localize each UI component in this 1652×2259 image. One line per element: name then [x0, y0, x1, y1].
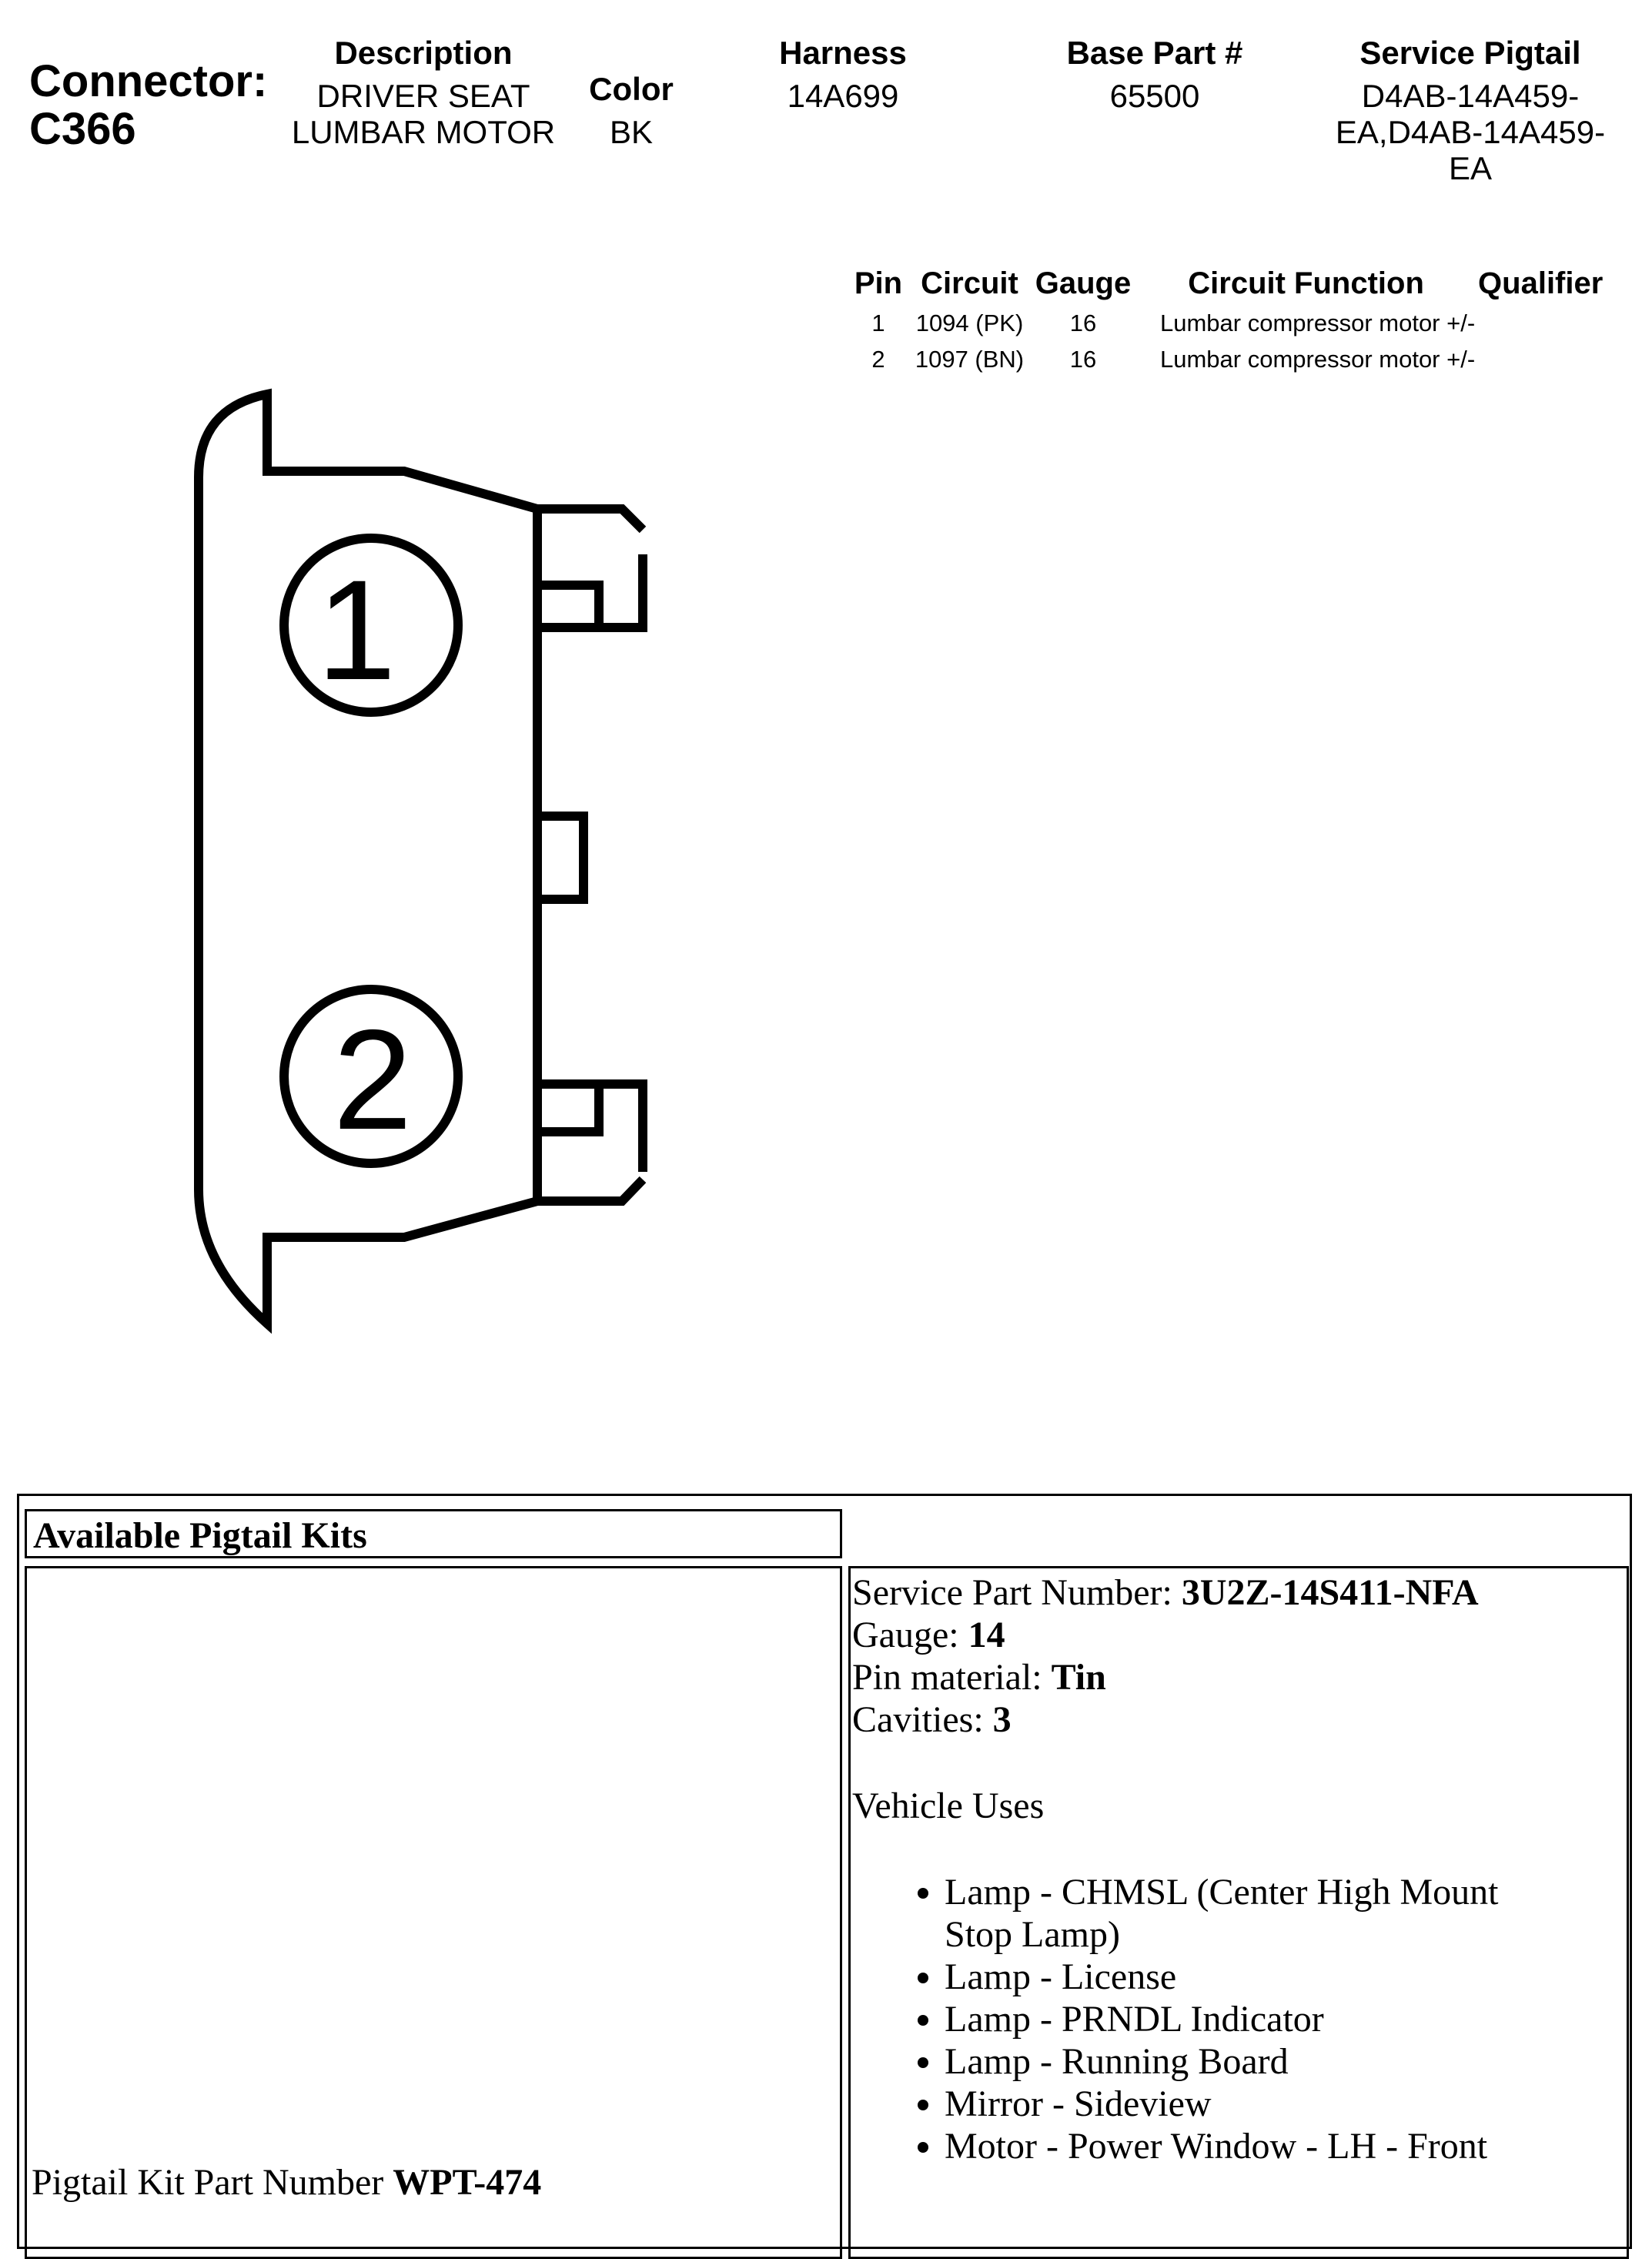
service-pigtail-line: EA,D4AB-14A459- — [1335, 114, 1606, 150]
kit-info — [852, 1571, 1530, 2167]
cavities-value: 3 — [992, 1699, 1012, 1740]
service-part-number: 3U2Z-14S411-NFA — [1181, 1572, 1479, 1613]
pigtail-kits-title-box — [25, 1509, 842, 1558]
harness-value: 14A699 — [787, 78, 899, 114]
gauge-value: 14 — [968, 1615, 1005, 1655]
description-header: Description — [334, 35, 513, 71]
service-part-line — [852, 1571, 1530, 1614]
latch-top — [537, 509, 643, 530]
service-pigtail-header: Service Pigtail — [1359, 35, 1581, 71]
connector-label: Connector: — [29, 56, 268, 106]
gauge-cell: 16 — [1069, 309, 1097, 336]
service-pigtail-line: D4AB-14A459- — [1361, 78, 1580, 114]
pin-material-value: Tin — [1051, 1657, 1106, 1698]
kit-part-label: Pigtail Kit Part Number — [32, 2162, 393, 2203]
pigtail-kits-title: Available Pigtail Kits — [33, 1515, 367, 1556]
latch-top-arm — [599, 554, 643, 628]
gauge-line — [852, 1614, 1530, 1656]
pigtail-kit-image-box — [25, 1566, 842, 2259]
list-item: • Lamp - PRNDL Indicator — [945, 1998, 1530, 2040]
list-item: • Mirror - Sideview — [945, 2083, 1530, 2125]
base-part-value: 65500 — [1109, 78, 1200, 114]
circuit-function-cell: Lumbar compressor motor +/- — [1160, 309, 1476, 336]
circuit-cell: 1097 (BN) — [915, 345, 1025, 373]
description-line: LUMBAR MOTOR — [291, 114, 556, 150]
list-item: • Lamp - License — [945, 1956, 1530, 1998]
latch-bottom — [537, 1180, 643, 1201]
circuit-header: Circuit — [921, 266, 1018, 300]
pigtail-kit-details-box — [848, 1566, 1629, 2259]
pin-2-label: 2 — [333, 1001, 413, 1160]
service-part-label: Service Part Number: — [852, 1572, 1182, 1613]
color-value: BK — [609, 114, 654, 150]
center-key-tab — [537, 816, 584, 899]
list-item: • Motor - Power Window - LH - Front — [945, 2125, 1530, 2167]
cavities-label: Cavities: — [852, 1699, 993, 1740]
service-pigtail-line: EA — [1448, 150, 1493, 186]
cavities-line — [852, 1698, 1530, 1741]
pin-material-label: Pin material: — [852, 1657, 1052, 1698]
latch-bottom-tab — [537, 1084, 599, 1132]
base-part-header: Base Part # — [1066, 35, 1243, 71]
circuit-function-header: Circuit Function — [1188, 266, 1424, 300]
qualifier-header: Qualifier — [1478, 266, 1604, 300]
pin-material-line — [852, 1656, 1530, 1698]
connector-body-outline — [199, 394, 537, 1324]
kit-part-number-line — [32, 2161, 541, 2204]
circuit-function-cell: Lumbar compressor motor +/- — [1160, 345, 1476, 373]
gauge-cell: 16 — [1069, 345, 1097, 373]
gauge-header: Gauge — [1035, 266, 1132, 300]
circuit-cell: 1094 (PK) — [915, 309, 1024, 336]
pin-1-label: 1 — [316, 551, 396, 710]
pin-cell: 1 — [871, 309, 885, 336]
vehicle-uses-list — [852, 1871, 1530, 2167]
list-item: • Lamp - Running Board — [945, 2040, 1530, 2083]
connector-id: C366 — [29, 104, 136, 154]
list-item: • Lamp - CHMSL (Center High Mount Stop Lamp) — [945, 1871, 1530, 1956]
gauge-label: Gauge: — [852, 1615, 968, 1655]
vehicle-uses-heading: Vehicle Uses — [852, 1785, 1045, 1826]
color-header: Color — [589, 71, 674, 107]
latch-top-tab — [537, 585, 599, 628]
kit-part-number: WPT-474 — [393, 2162, 542, 2203]
description-line: DRIVER SEAT — [316, 78, 530, 114]
pin-header: Pin — [854, 266, 903, 300]
pin-cell: 2 — [871, 345, 885, 373]
harness-header: Harness — [779, 35, 907, 71]
